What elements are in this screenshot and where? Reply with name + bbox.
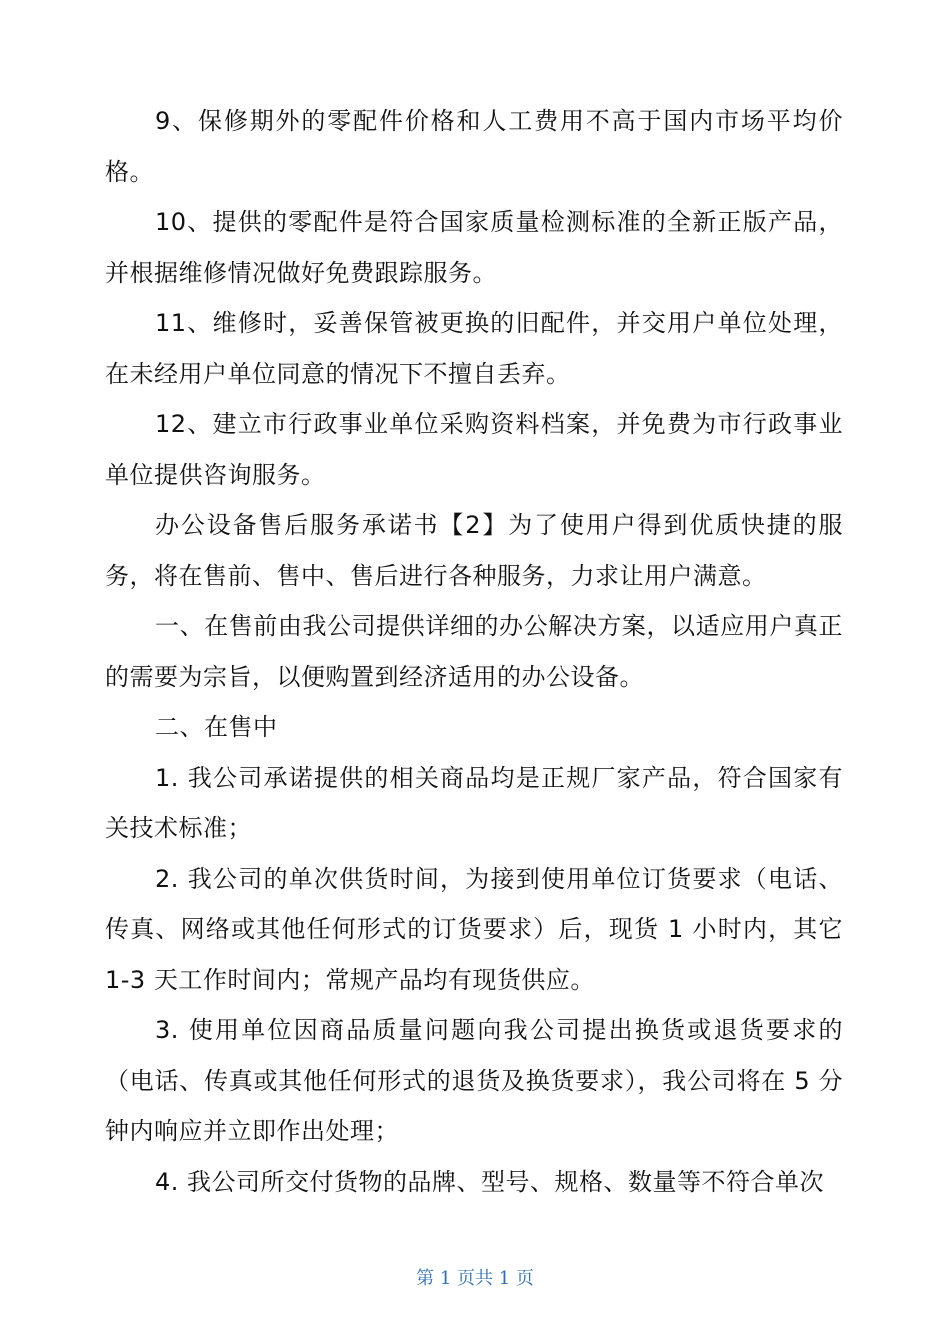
paragraph-in-sale-heading: 二、在售中	[155, 713, 278, 741]
paragraph-pre-sale: 一、在售前由我公司提供详细的办公解决方案，以适应用户真正的需要为宗旨，以便购置到经济适用的办公设备。	[105, 612, 843, 691]
paragraph-commitment-intro: 办公设备售后服务承诺书【2】为了使用户得到优质快捷的服务，将在售前、售中、售后进行各种服务，力求让用户满意。	[105, 511, 843, 590]
paragraph-item-9: 9、保修期外的零配件价格和人工费用不高于国内市场平均价格。	[105, 107, 843, 186]
paragraph-item-11: 11、维修时，妥善保管被更换的旧配件，并交用户单位处理，在未经用户单位同意的情况下不擅自丢弃。	[105, 309, 843, 388]
paragraph-in-sale-3: 3. 使用单位因商品质量问题向我公司提出换货或退货要求的（电话、传真或其他任何形式的退货及换货要求），我公司将在 5 分钟内响应并立即作出处理；	[105, 1016, 843, 1145]
paragraph-in-sale-2: 2. 我公司的单次供货时间，为接到使用单位订货要求（电话、传真、网络或其他任何形式的订货要求）后，现货 1 小时内，其它 1-3 天工作时间内；常规产品均有现货供应。	[105, 864, 843, 994]
paragraph-in-sale-4: 4. 我公司所交付货物的品牌、型号、规格、数量等不符合单次	[155, 1167, 825, 1196]
paragraph-item-10: 10、提供的零配件是符合国家质量检测标准的全新正版产品，并根据维修情况做好免费跟踪服务。	[105, 208, 843, 287]
page-number-footer: 第 1 页共 1 页	[416, 1268, 534, 1289]
paragraph-in-sale-1: 1. 我公司承诺提供的相关商品均是正规厂家产品，符合国家有关技术标准；	[105, 763, 843, 842]
paragraph-item-12: 12、建立市行政事业单位采购资料档案，并免费为市行政事业单位提供咨询服务。	[105, 410, 843, 489]
document-body	[105, 96, 843, 1207]
